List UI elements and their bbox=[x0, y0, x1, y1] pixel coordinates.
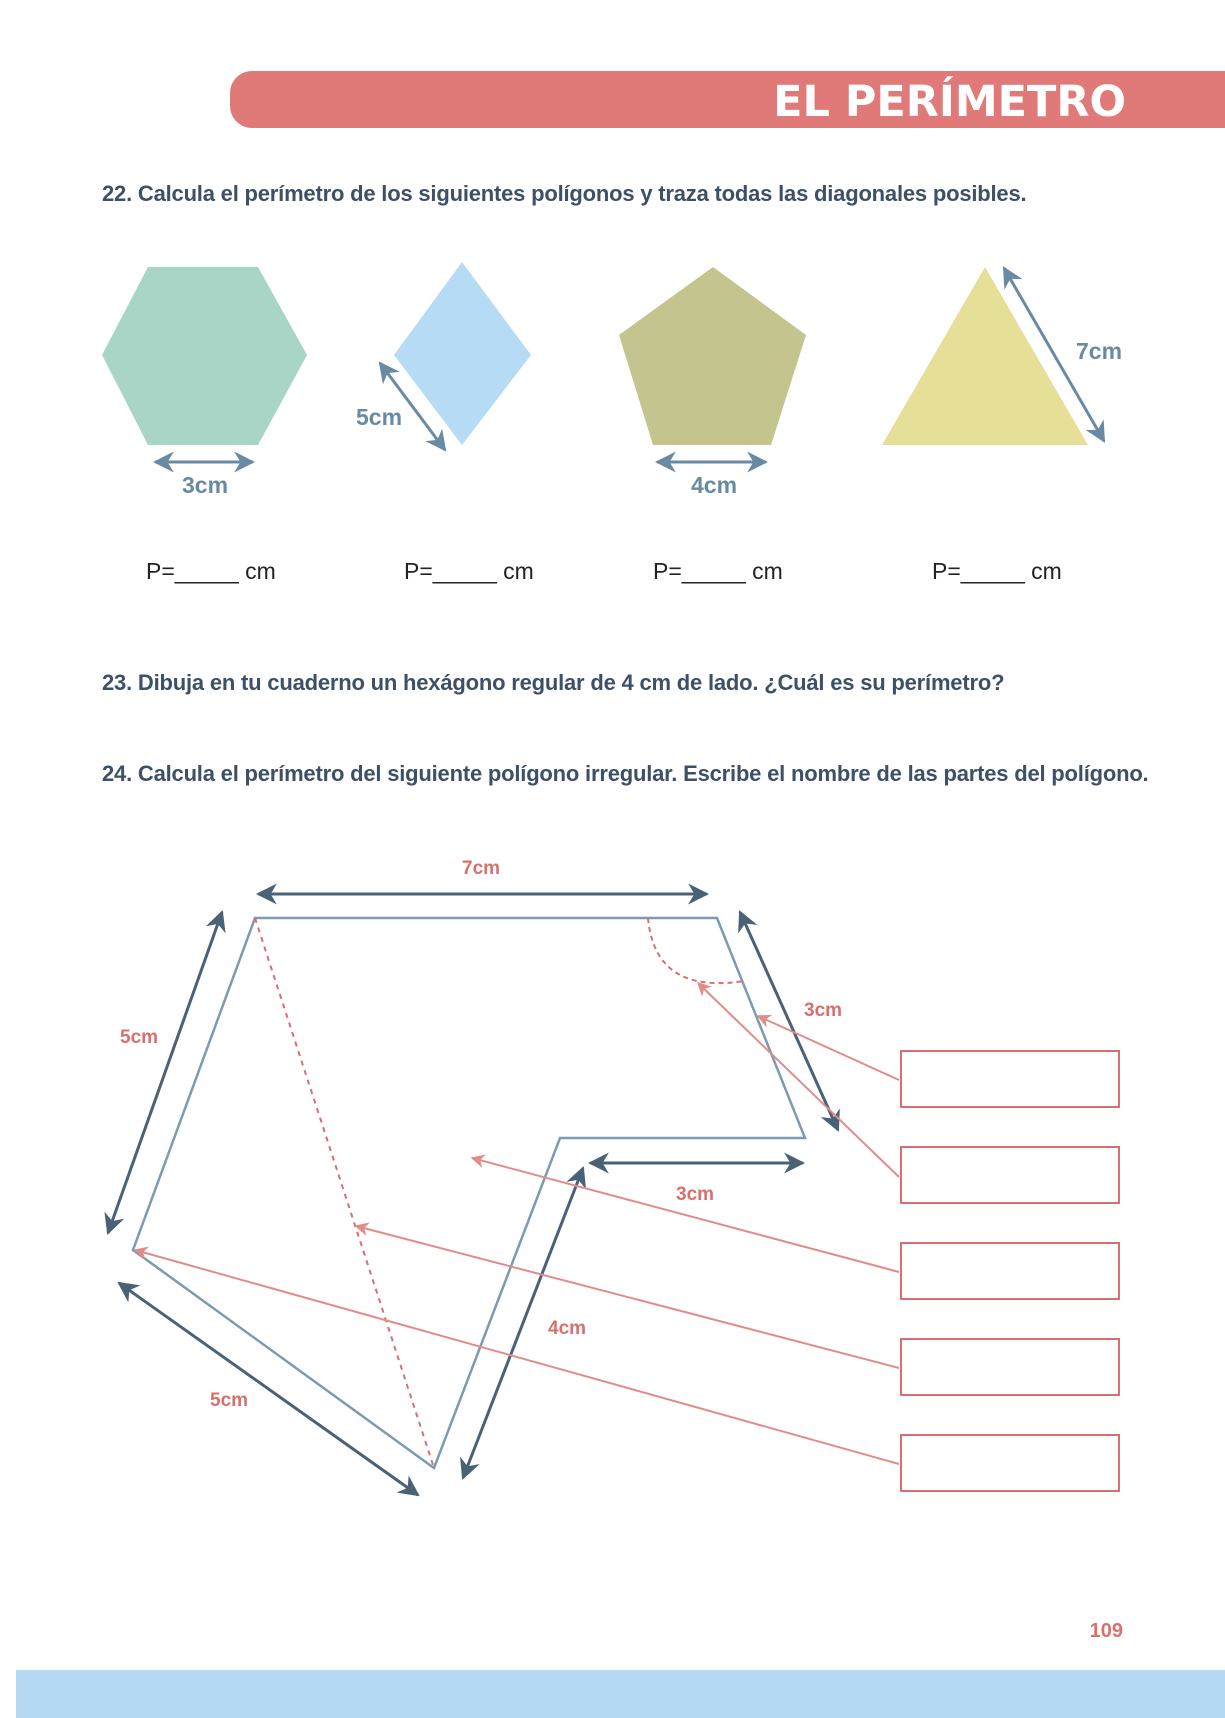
bottom-left-measure: 5cm bbox=[210, 1390, 249, 1411]
top-measure: 7cm bbox=[462, 858, 501, 879]
answer-box-1[interactable] bbox=[900, 1050, 1120, 1108]
pentagon-shape bbox=[619, 267, 806, 445]
footer-band bbox=[16, 1670, 1225, 1718]
rhombus-shape bbox=[394, 262, 531, 445]
question-22: 22. Calcula el perímetro de los siguientes polígonos y traza todas las diagonales posibles. bbox=[102, 181, 1027, 206]
inner-slant-measure: 4cm bbox=[548, 1318, 587, 1339]
answer-box-2[interactable] bbox=[900, 1146, 1120, 1204]
hexagon-measure: 3cm bbox=[182, 472, 229, 498]
question-24: 24. Calcula el perímetro del siguiente polígono irregular. Escribe el nombre de las partes del polígono. bbox=[102, 761, 1149, 786]
triangle-shape bbox=[882, 267, 1088, 445]
answer-pentagon: P=_____ cm bbox=[653, 558, 783, 584]
pointer-line-2 bbox=[698, 983, 899, 1177]
answer-hexagon: P=_____ cm bbox=[146, 558, 276, 584]
pointer-line-3 bbox=[472, 1158, 899, 1272]
hexagon-shape bbox=[102, 267, 307, 445]
pointer-line-4 bbox=[356, 1226, 899, 1368]
triangle-measure: 7cm bbox=[1076, 338, 1123, 364]
right-slant-measure: 3cm bbox=[804, 1000, 843, 1021]
answer-box-4[interactable] bbox=[900, 1338, 1120, 1396]
answer-box-5[interactable] bbox=[900, 1434, 1120, 1492]
answer-triangle: P=_____ cm bbox=[932, 558, 1062, 584]
left-dimension-arrow bbox=[108, 912, 222, 1233]
left-measure: 5cm bbox=[120, 1027, 159, 1048]
pointer-line-5 bbox=[135, 1250, 899, 1464]
polygon-diagonal bbox=[255, 918, 434, 1468]
question-23: 23. Dibuja en tu cuaderno un hexágono regular de 4 cm de lado. ¿Cuál es su perímetro? bbox=[102, 670, 1005, 695]
inner-horizontal-measure: 3cm bbox=[676, 1184, 715, 1205]
answer-box-3[interactable] bbox=[900, 1242, 1120, 1300]
answer-rhombus: P=_____ cm bbox=[404, 558, 534, 584]
page-title: EL PERÍMETRO bbox=[773, 77, 1126, 127]
rhombus-measure: 5cm bbox=[356, 404, 403, 430]
bottom-left-dimension-arrow bbox=[119, 1283, 418, 1495]
page-number: 109 bbox=[1089, 1620, 1123, 1642]
pentagon-measure: 4cm bbox=[691, 472, 738, 498]
